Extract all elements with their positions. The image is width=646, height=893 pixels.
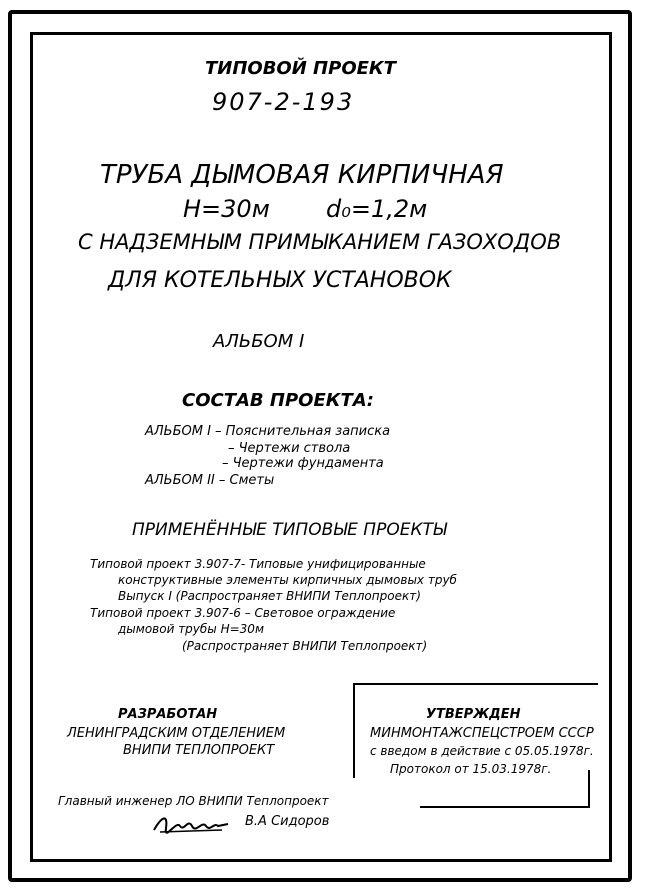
approval-box-bottom (420, 806, 590, 808)
title-line-3: С НАДЗЕМНЫМ ПРИМЫКАНИЕМ ГАЗОХОДОВ (78, 230, 562, 254)
developed-line: РАЗРАБОТАН (118, 707, 218, 722)
title-height: Н=30м (183, 195, 270, 223)
developed-line: ВНИПИ ТЕПЛОПРОЕКТ (123, 743, 275, 758)
applied-line: Типовой проект 3.907-7- Типовые унифицированные (90, 557, 426, 571)
project-number: 907-2-193 (212, 88, 355, 116)
applied-heading: ПРИМЕНЁННЫЕ ТИПОВЫЕ ПРОЕКТЫ (132, 520, 447, 540)
composition-line: АЛЬБОМ I – Пояснительная записка (145, 424, 391, 439)
applied-line: Типовой проект 3.907-6 – Световое ограждение (90, 606, 396, 620)
applied-line: конструктивные элементы кирпичных дымовых труб (118, 573, 457, 587)
applied-line: Выпуск I (Распространяет ВНИПИ Теплопроект) (118, 589, 421, 603)
approved-line: Протокол от 15.03.1978г. (390, 762, 552, 776)
album-title: АЛЬБОМ I (213, 331, 305, 352)
approval-box-left (353, 683, 355, 778)
signature-name: В.А Сидоров (245, 814, 330, 829)
title-line-4: ДЛЯ КОТЕЛЬНЫХ УСТАНОВОК (108, 268, 452, 293)
approved-line: УТВЕРЖДЕН (426, 707, 521, 722)
approved-line: МИНМОНТАЖСПЕЦСТРОЕМ СССР (370, 726, 594, 741)
title-diameter: d₀=1,2м (326, 195, 428, 223)
approved-line: с введом в действие с 05.05.1978г. (370, 744, 594, 758)
title-line-1: ТРУБА ДЫМОВАЯ КИРПИЧНАЯ (100, 160, 504, 190)
applied-line: дымовой трубы Н=30м (118, 622, 264, 636)
approval-box-top (353, 683, 598, 685)
composition-line: – Чертежи ствола (228, 441, 351, 456)
handwritten-signature (152, 812, 232, 836)
signature-role: Главный инженер ЛО ВНИПИ Теплопроект (58, 794, 329, 808)
developed-line: ЛЕНИНГРАДСКИМ ОТДЕЛЕНИЕМ (67, 726, 286, 741)
project-label: ТИПОВОЙ ПРОЕКТ (205, 58, 396, 79)
approval-box-right (588, 770, 590, 806)
applied-line: (Распространяет ВНИПИ Теплопроект) (182, 639, 428, 653)
composition-heading: СОСТАВ ПРОЕКТА: (182, 390, 374, 411)
composition-line: – Чертежи фундамента (222, 456, 384, 471)
composition-line: АЛЬБОМ II – Сметы (145, 473, 275, 488)
